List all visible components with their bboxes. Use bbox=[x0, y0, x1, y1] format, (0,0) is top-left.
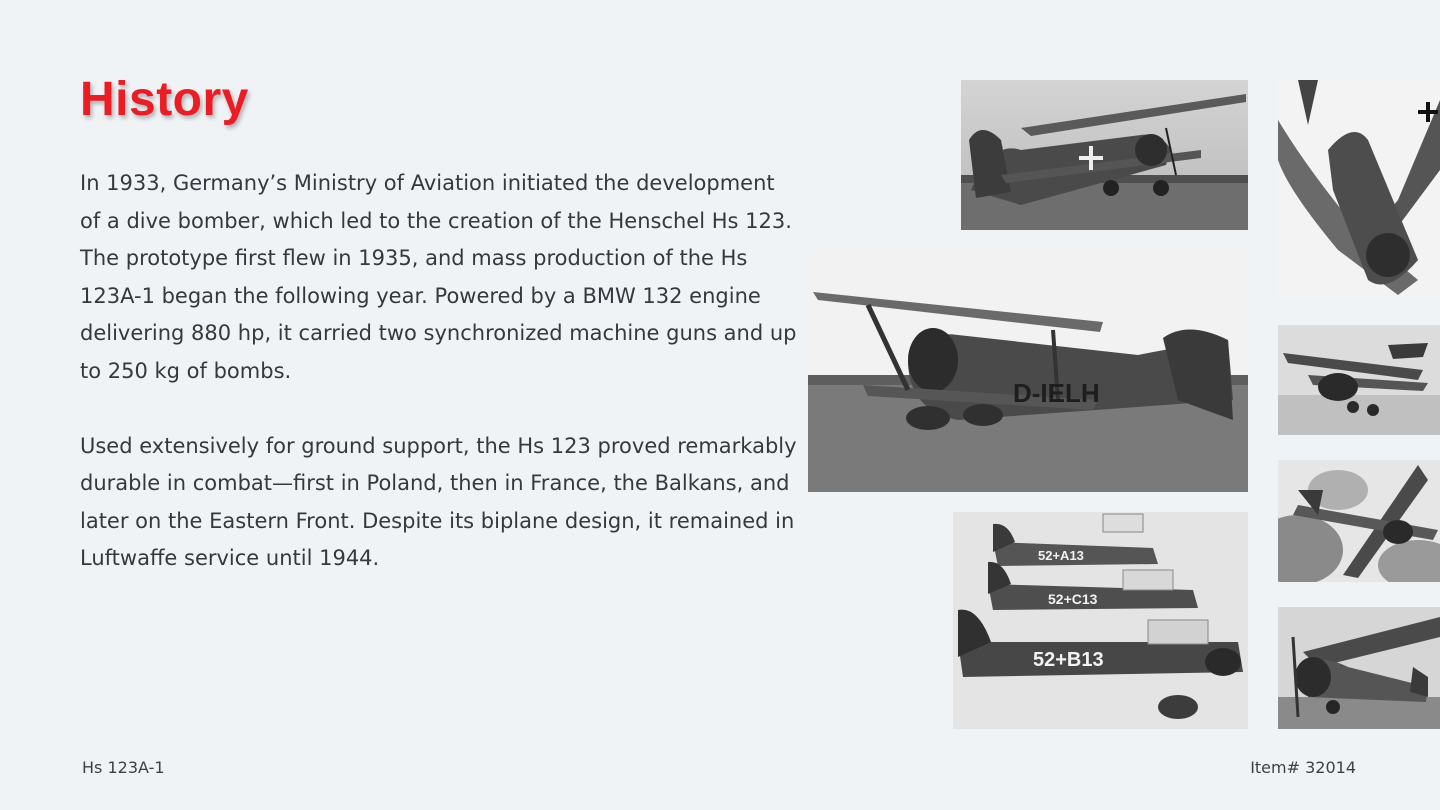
footer-model: Hs 123A-1 bbox=[82, 758, 165, 777]
footer-item-number: Item# 32014 bbox=[1250, 758, 1356, 777]
photo-formation-three bbox=[953, 512, 1248, 729]
formation-code-1: 52+A13 bbox=[1038, 548, 1084, 563]
photo-dive-smoke bbox=[1278, 460, 1440, 582]
history-text bbox=[80, 165, 800, 578]
photo-biplane-ground-side bbox=[961, 80, 1248, 230]
history-paragraph-2: Used extensively for ground support, the Hs 123 proved remarkably durable in combat—first in Poland, then in France, the Balkans, and later on the Eastern Front. Despite its biplane design, it remained in Luftwaffe service until 1944. bbox=[80, 433, 797, 570]
photo-ground-front-quarter bbox=[1278, 607, 1440, 729]
aircraft-marking-text: D-IELH bbox=[1013, 378, 1100, 408]
history-paragraph-1: In 1933, Germany’s Ministry of Aviation initiated the development of a dive bomber, which led to the creation of the Henschel Hs 123. The prototype first flew in 1935, and mass production of the Hs 123A-1 began the following year. Powered by a BMW 132 engine delivering 880 hp, it carried two synchronized machine guns and up to 250 kg of bombs. bbox=[80, 171, 797, 383]
photo-biplane-large-side bbox=[808, 250, 1248, 492]
photo-flight-banking bbox=[1278, 325, 1440, 435]
formation-code-2: 52+C13 bbox=[1048, 591, 1098, 607]
photo-dive-underside bbox=[1278, 80, 1440, 300]
formation-code-3: 52+B13 bbox=[1033, 649, 1104, 671]
slide-title: History bbox=[80, 73, 249, 126]
